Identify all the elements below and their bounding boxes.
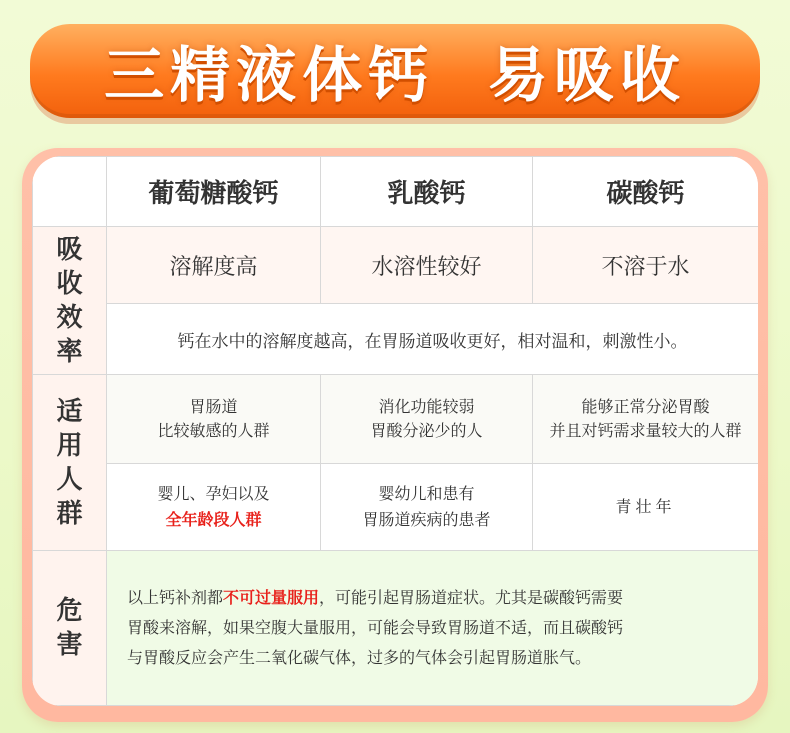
title-banner [30, 24, 760, 118]
suitable-row-1 [33, 375, 759, 464]
absorption-carbonate: 不溶于水 [533, 227, 759, 304]
comparison-table [32, 156, 758, 706]
harm-row [33, 551, 759, 706]
row-label-suitable: 适 用 人 群 [33, 375, 107, 551]
header-calcium-gluconate: 葡萄糖酸钙 [107, 157, 321, 227]
absorption-lactate: 水溶性较好 [321, 227, 533, 304]
all-ages-highlight: 全年龄段人群 [165, 510, 262, 529]
absorption-note: 钙在水中的溶解度越高，在胃肠道吸收更好，相对温和，刺激性小。 [107, 304, 759, 375]
absorption-gluconate: 溶解度高 [107, 227, 321, 304]
banner-title: 三精液体钙 易吸收 [104, 41, 686, 111]
header-calcium-carbonate: 碳酸钙 [533, 157, 759, 227]
header-corner [33, 157, 107, 227]
suitable-gluconate: 胃肠道 比较敏感的人群 [107, 375, 321, 464]
suitable2-lactate: 婴幼儿和患有 胃肠道疾病的患者 [321, 464, 533, 551]
suitable2-carbonate: 青壮年 [533, 464, 759, 551]
row-label-harm: 危 害 [33, 551, 107, 706]
comparison-card [32, 156, 758, 706]
header-calcium-lactate: 乳酸钙 [321, 157, 533, 227]
absorption-note-row [33, 304, 759, 375]
suitable-row-2 [33, 464, 759, 551]
suitable-lactate: 消化功能较弱 胃酸分泌少的人 [321, 375, 533, 464]
row-label-absorption: 吸 收 效 率 [33, 227, 107, 375]
suitable-carbonate: 能够正常分泌胃酸 并且对钙需求量较大的人群 [533, 375, 759, 464]
harm-text: 以上钙补剂都不可过量服用，可能引起胃肠道症状。尤其是碳酸钙需要 胃酸来溶解，如果空腹大量服用，可能会导致胃肠道不适，而且碳酸钙 与胃酸反应会产生二氧化碳气体，过多的气体会引起胃肠道胀气。 [107, 551, 759, 706]
overdose-warning: 不可过量服用 [223, 588, 320, 607]
absorption-row [33, 227, 759, 304]
header-row [33, 157, 759, 227]
suitable2-gluconate: 婴儿、孕妇以及 全年龄段人群 [107, 464, 321, 551]
